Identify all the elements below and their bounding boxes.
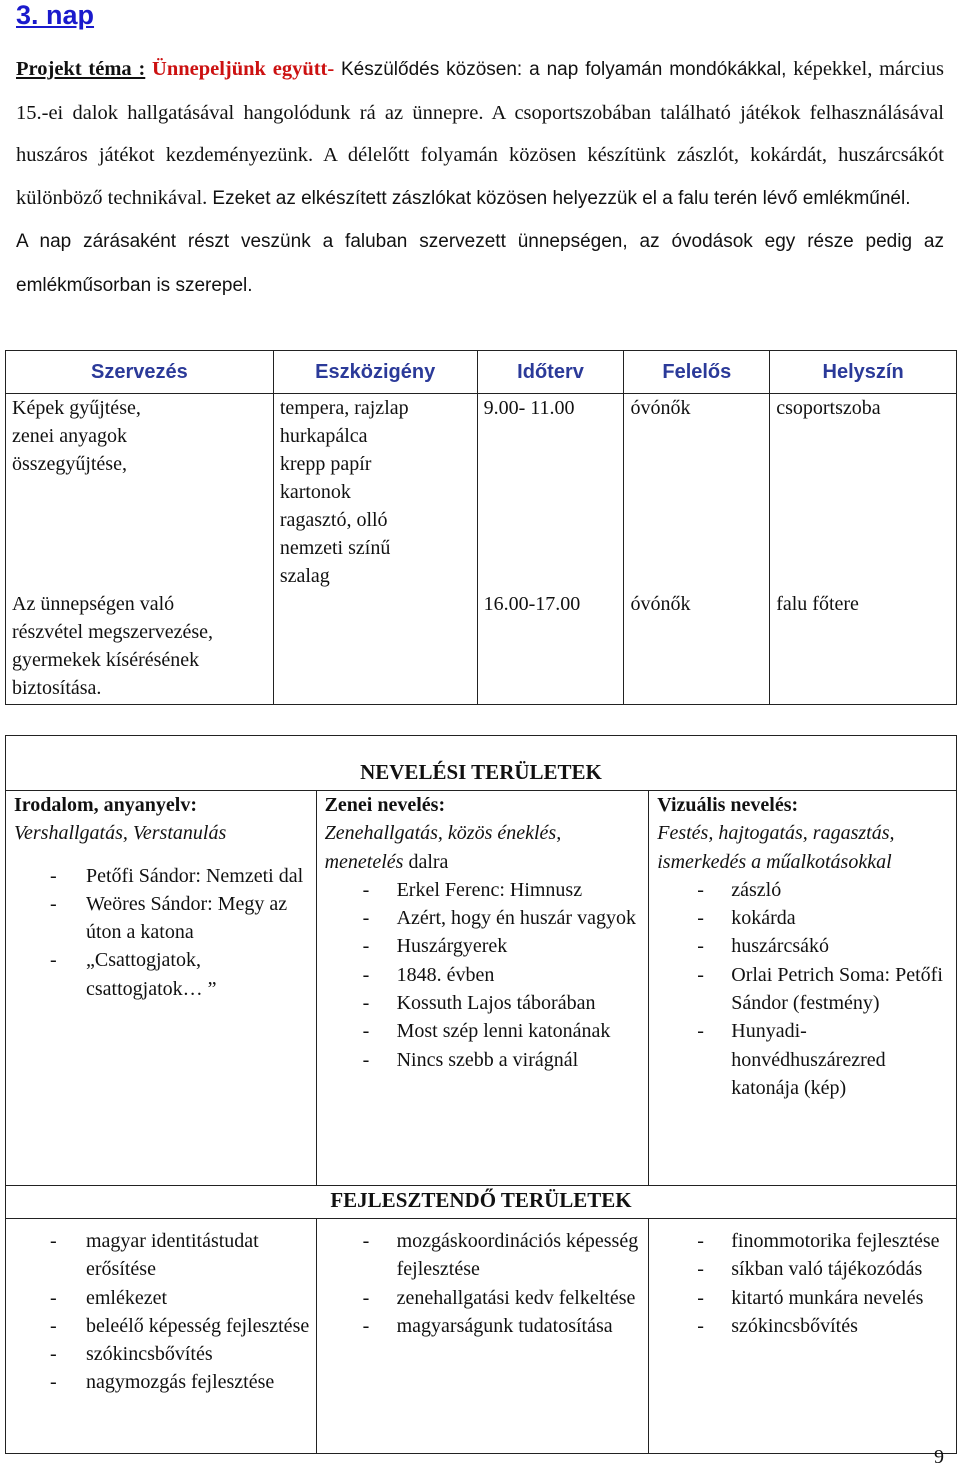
tool-item: tempera, rajzlap [279, 397, 409, 419]
development-list-1 [14, 1227, 316, 1397]
list-item: - Erkel Ferenc: Himnusz [325, 876, 649, 904]
schedule-cell [477, 394, 624, 705]
tool-item: nemzeti színű [279, 537, 391, 559]
organization-line: részvétel megszervezése, [12, 621, 213, 643]
header-tools: Eszközigény [273, 351, 477, 394]
development-list-3 [657, 1227, 956, 1340]
organization-line: gyermekek kísérésének [12, 649, 200, 671]
list-item: - szókincsbővítés [14, 1340, 316, 1368]
music-heading: Zenei nevelés: [324, 794, 446, 816]
list-item: - síkban való tájékozódás [657, 1255, 956, 1283]
list-item: - zenehallgatási kedv felkeltése [325, 1284, 649, 1312]
page-number: 9 [934, 1446, 944, 1468]
plan-body-row [6, 394, 957, 705]
list-item: - Weöres Sándor: Megy az úton a katona [14, 890, 316, 947]
development-column-2 [316, 1219, 649, 1454]
visual-column [649, 791, 957, 1186]
list-item: - mozgáskoordinációs képesség fejlesztése [325, 1227, 649, 1284]
list-item: - magyar identitástudat erősítése [14, 1227, 316, 1284]
list-item: - huszárcsákó [657, 932, 956, 960]
development-list-2 [325, 1227, 649, 1340]
responsible-person: óvónők [630, 593, 691, 615]
time-slot: 9.00- 11.00 [483, 397, 575, 419]
header-responsible: Felelős [624, 351, 770, 394]
header-organization: Szervezés [6, 351, 274, 394]
intro-text-3: Ezeket az elkészített zászlókat közösen helyezzük el a falu terén lévő emlékműnél. [212, 187, 911, 209]
list-item: - beleélő képesség fejlesztése [14, 1312, 316, 1340]
education-areas-table [5, 735, 957, 1454]
list-item: - szókincsbővítés [657, 1312, 956, 1340]
list-item: - kokárda [657, 904, 956, 932]
header-location: Helyszín [770, 351, 957, 394]
development-column-1 [6, 1219, 317, 1454]
list-item: - magyarságunk tudatosítása [325, 1312, 649, 1340]
day-heading: 3. nap [16, 0, 95, 30]
list-item: - 1848. évben [325, 961, 649, 989]
location-name: falu főtere [776, 593, 859, 615]
visual-list [657, 876, 956, 1102]
organization-line: összegyűjtése, [12, 453, 127, 475]
development-areas-title: FEJLESZTENDŐ TERÜLETEK [6, 1186, 957, 1219]
list-item: - Hunyadi-honvédhuszárezred katonája (kép) [657, 1017, 956, 1102]
literature-subtitle: Vershallgatás, Verstanulás [14, 822, 227, 845]
plan-table [5, 350, 957, 705]
list-item: - finommotorika fejlesztése [657, 1227, 956, 1255]
time-slot: 16.00-17.00 [483, 593, 581, 615]
tool-item: krepp papír [279, 453, 372, 475]
visual-heading: Vizuális nevelés: [657, 794, 799, 816]
project-theme: Ünnepeljünk együtt- [152, 58, 335, 80]
tool-item: kartonok [279, 481, 351, 503]
organization-line: zenei anyagok [12, 425, 127, 447]
responsible-person: óvónők [630, 397, 691, 419]
list-item: - Most szép lenni katonának [325, 1017, 649, 1045]
tool-item: hurkapálca [279, 425, 368, 447]
intro-text-4: A nap zárásaként részt veszünk a faluban szervezett ünnepségen, az óvodások egy része pedig az emlékműsorban is szerepel. [16, 231, 944, 296]
literature-list [14, 862, 316, 1003]
plan-header-row [6, 351, 957, 394]
header-schedule: Időterv [477, 351, 624, 394]
project-intro [16, 48, 944, 307]
location-cell [770, 394, 957, 705]
list-item: - Orlai Petrich Soma: Petőfi Sándor (festmény) [657, 961, 956, 1018]
organization-line: Képek gyűjtése, [12, 397, 141, 419]
project-topic-label: Projekt téma : [16, 58, 146, 80]
location-name: csoportszoba [776, 397, 881, 419]
list-item: - Kossuth Lajos táborában [325, 989, 649, 1017]
visual-subtitle: Festés, hajtogatás, ragasztás, ismerkedés a műalkotásokkal [657, 822, 895, 873]
list-item: - emlékezet [14, 1284, 316, 1312]
music-subtitle-line2: menetelés dalra [324, 850, 449, 873]
development-column-3 [649, 1219, 957, 1454]
list-item: - Azért, hogy én huszár vagyok [325, 904, 649, 932]
tool-item: ragasztó, olló [279, 509, 388, 531]
music-subtitle: Zenehallgatás, közös éneklés, [324, 822, 562, 845]
organization-line: Az ünnepségen való [12, 593, 175, 615]
organization-cell [6, 394, 274, 705]
list-item: - Petőfi Sándor: Nemzeti dal [14, 862, 316, 890]
list-item: - nagymozgás fejlesztése [14, 1368, 316, 1396]
list-item: - zászló [657, 876, 956, 904]
music-column [316, 791, 649, 1186]
list-item: - kitartó munkára nevelés [657, 1284, 956, 1312]
responsible-cell [624, 394, 770, 705]
education-areas-title: NEVELÉSI TERÜLETEK [6, 736, 957, 791]
organization-line: biztosítása. [12, 677, 102, 699]
tool-item: szalag [279, 565, 330, 587]
literature-heading: Irodalom, anyanyelv: [14, 794, 197, 816]
intro-text-2: képekkel, március 15.-ei dalok hallgatásával hangolódunk rá az ünnepre. A csoportszobában található játékok felhasználásával huszáros játékot kezdeményezünk. A délelőtt folyamán közösen készítünk zászlót, kokárdát, huszárcsákót különböző technikával. [16, 58, 944, 209]
list-item: - „Csattogjatok, csattogjatok… ” [14, 946, 316, 1003]
tools-cell [273, 394, 477, 705]
list-item: - Nincs szebb a virágnál [325, 1046, 649, 1074]
list-item: - Huszárgyerek [325, 932, 649, 960]
literature-column [6, 791, 317, 1186]
music-list [325, 876, 649, 1074]
intro-text-1: Készülődés közösen: a nap folyamán mondókákkal, [340, 59, 787, 80]
